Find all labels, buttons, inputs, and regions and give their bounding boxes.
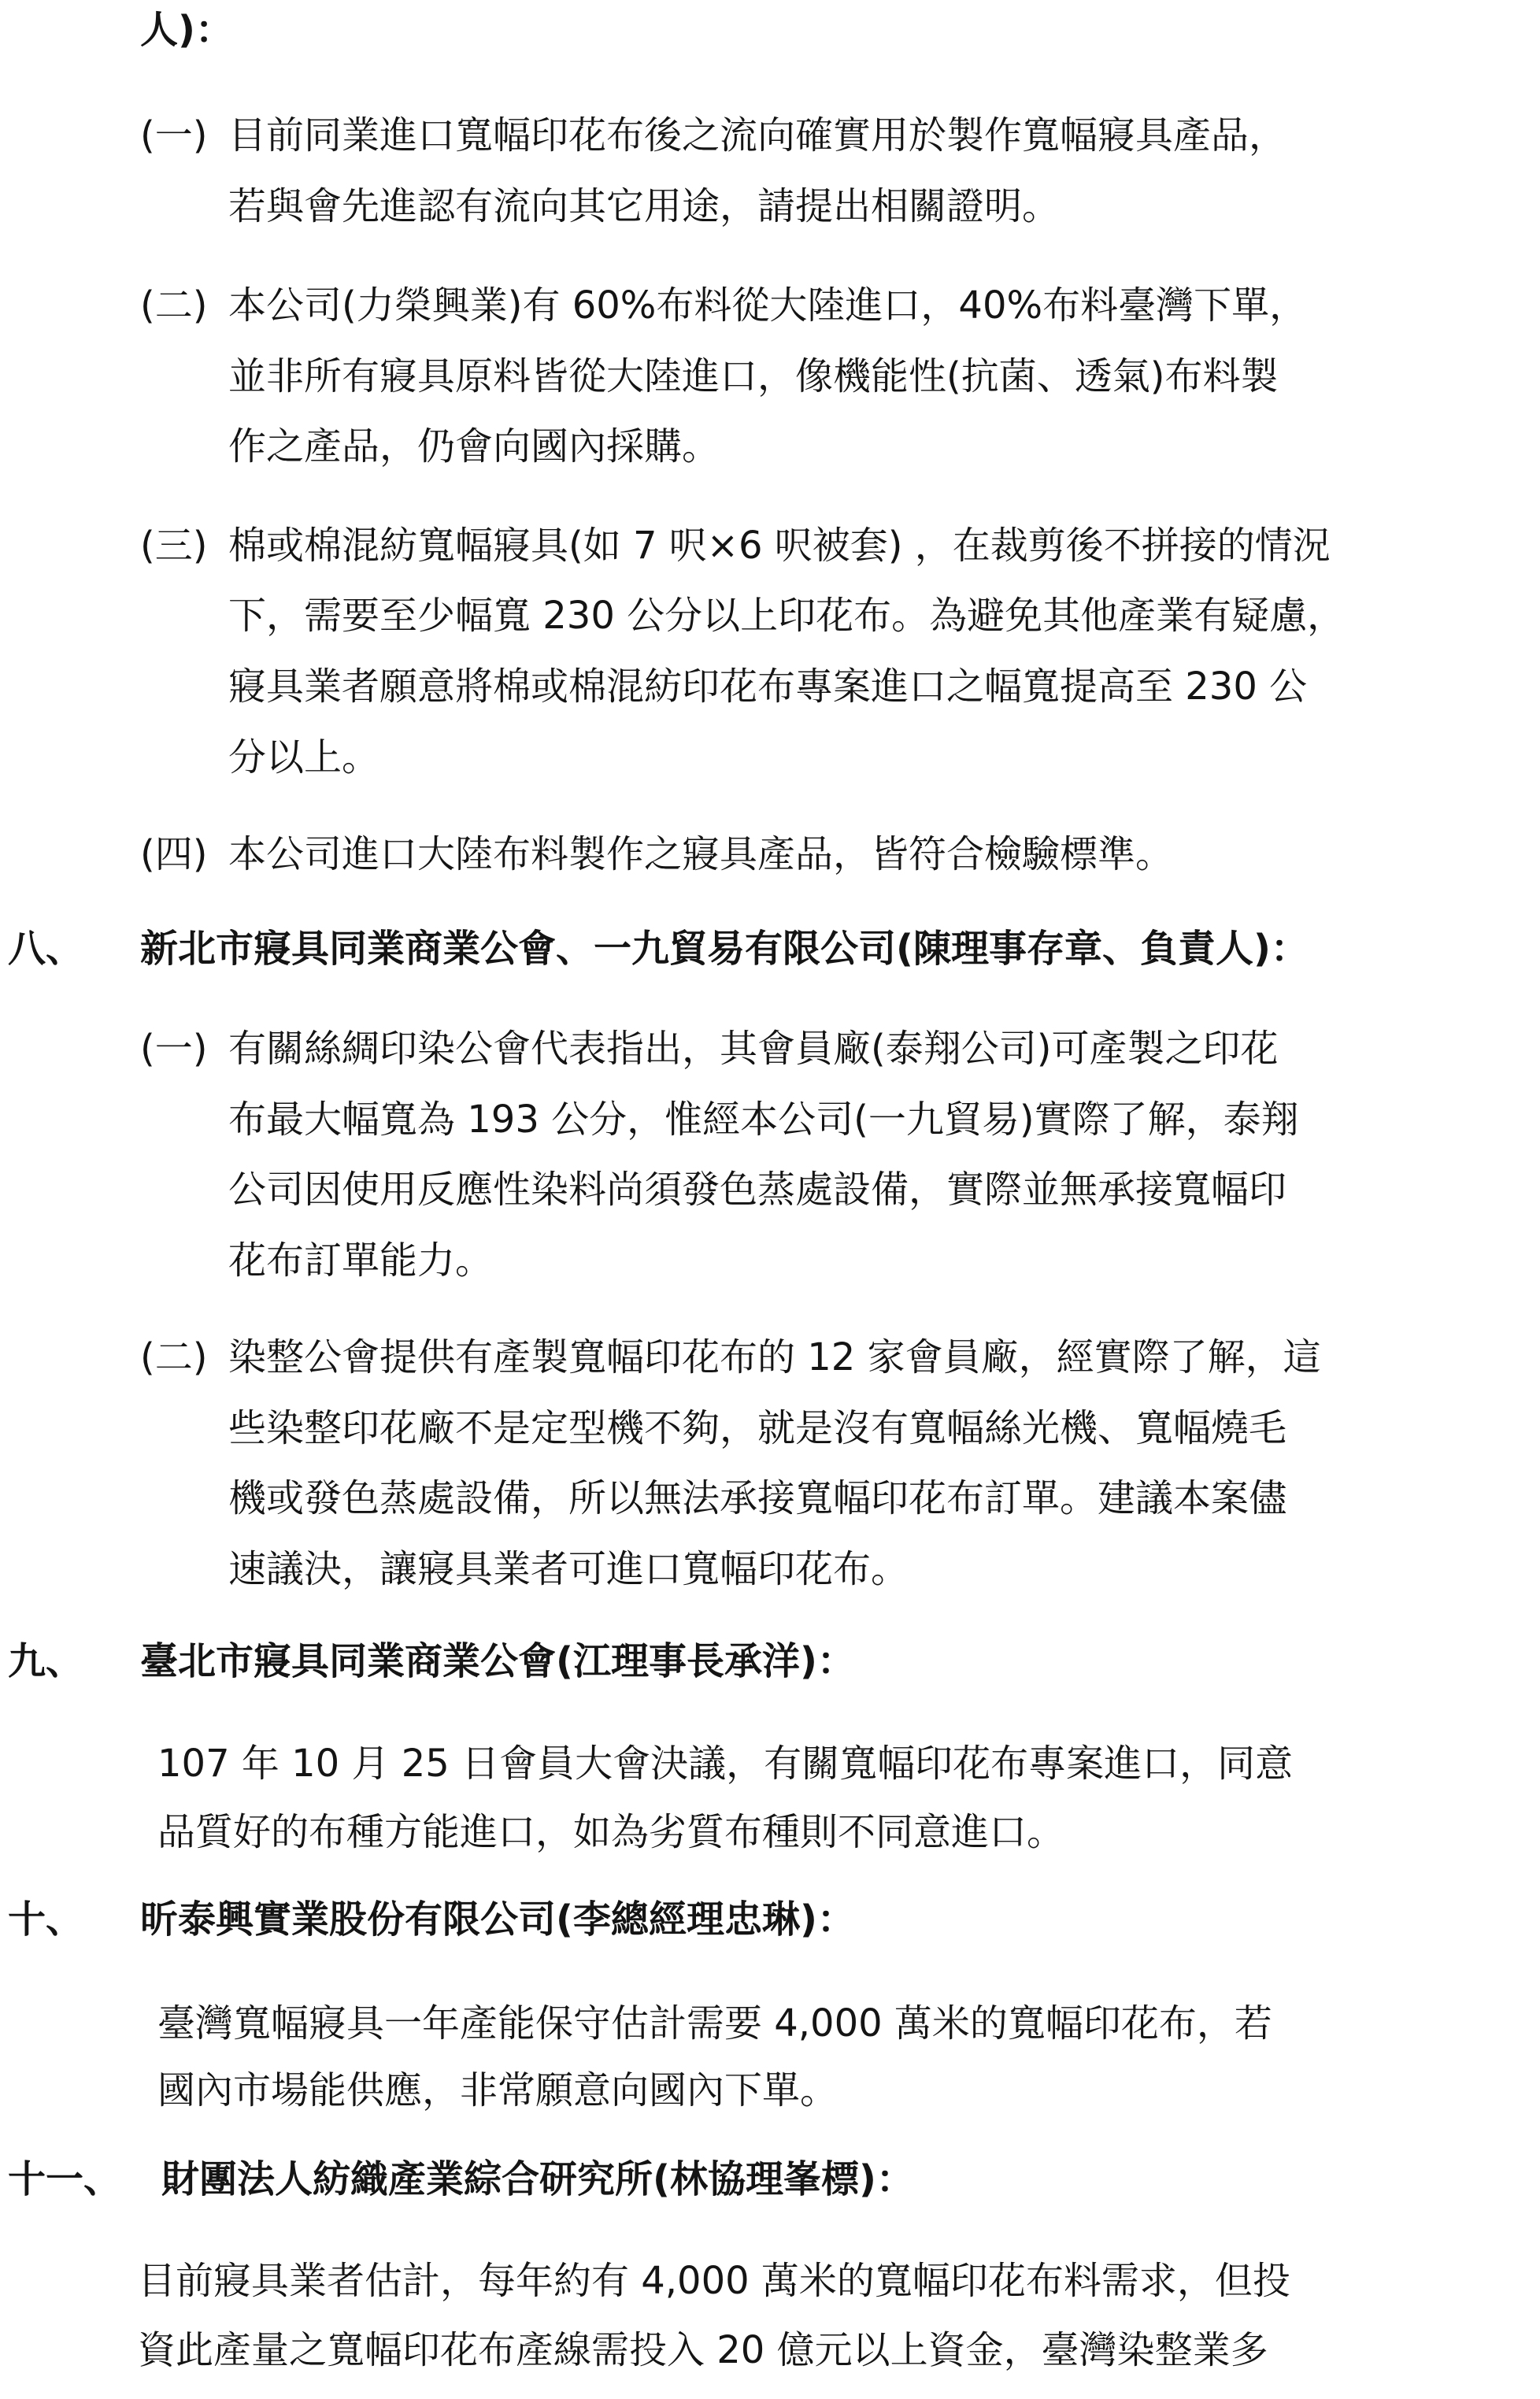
item-text-line: 作之產品，仍會向國內採購。 bbox=[228, 424, 720, 468]
item-text-line: 目前同業進口寬幅印花布後之流向確實用於製作寬幅寢具產品， bbox=[228, 113, 1287, 157]
item-text-line: 公司因使用反應性染料尚須發色蒸處設備，實際並無承接寬幅印 bbox=[228, 1168, 1287, 1212]
item-marker: (三) bbox=[140, 524, 208, 568]
item-text-line: 速議決，讓寢具業者可進口寬幅印花布。 bbox=[228, 1547, 909, 1591]
item-marker: (一) bbox=[140, 1027, 208, 1071]
paragraph-line: 107 年 10 月 25 日會員大會決議，有關寬幅印花布專案進口，同意 bbox=[157, 1742, 1294, 1786]
item-text-line: 有關絲綢印染公會代表指出，其會員廠(泰翔公司)可產製之印花 bbox=[228, 1027, 1279, 1071]
paragraph-line: 目前寢具業者估計，每年約有 4,000 萬米的寬幅印花布料需求，但投 bbox=[138, 2259, 1290, 2303]
paragraph-line: 資此產量之寬幅印花布產線需投入 20 億元以上資金，臺灣染整業多 bbox=[138, 2328, 1268, 2372]
section-number: 十一、 bbox=[8, 2157, 122, 2201]
item-text-line: 並非所有寢具原料皆從大陸進口，像機能性(抗菌、透氣)布料製 bbox=[228, 354, 1279, 398]
item-text-line: 染整公會提供有產製寬幅印花布的 12 家會員廠，經實際了解，這 bbox=[228, 1335, 1321, 1379]
paragraph-line: 臺灣寬幅寢具一年產能保守估計需要 4,000 萬米的寬幅印花布，若 bbox=[157, 2001, 1272, 2045]
section-number: 九、 bbox=[8, 1639, 84, 1683]
item-text-line: 機或發色蒸處設備，所以無法承接寬幅印花布訂單。建議本案儘 bbox=[228, 1476, 1287, 1520]
section-title: 新北市寢具同業商業公會、一九貿易有限公司(陳理事存章、負責人)： bbox=[140, 927, 1309, 971]
item-text-line: 花布訂單能力。 bbox=[228, 1238, 494, 1283]
item-marker: (二) bbox=[140, 283, 208, 328]
section-title: 臺北市寢具同業商業公會(江理事長承洋)： bbox=[140, 1639, 855, 1683]
item-marker: (一) bbox=[140, 113, 208, 157]
item-text-line: 布最大幅寬為 193 公分，惟經本公司(一九貿易)實際了解，泰翔 bbox=[228, 1098, 1299, 1142]
item-marker: (二) bbox=[140, 1335, 208, 1379]
section-title: 財團法人紡織產業綜合研究所(林協理峯標)： bbox=[161, 2157, 914, 2201]
item-text-line: 棉或棉混紡寬幅寢具(如 7 呎×6 呎被套) ，在裁剪後不拼接的情況 bbox=[228, 524, 1331, 568]
paragraph-line: 品質好的布種方能進口，如為劣質布種則不同意進口。 bbox=[157, 1810, 1065, 1854]
item-marker: (四) bbox=[140, 832, 208, 876]
opening-fragment: 人)： bbox=[140, 8, 233, 52]
item-text-line: 若與會先進認有流向其它用途，請提出相關證明。 bbox=[228, 184, 1061, 228]
section-number: 十、 bbox=[8, 1897, 84, 1942]
item-text-line: 本公司進口大陸布料製作之寢具產品，皆符合檢驗標準。 bbox=[228, 832, 1174, 876]
item-text-line: 本公司(力榮興業)有 60%布料從大陸進口，40%布料臺灣下單， bbox=[228, 283, 1308, 328]
item-text-line: 下，需要至少幅寬 230 公分以上印花布。為避免其他產業有疑慮， bbox=[228, 594, 1346, 638]
item-text-line: 些染整印花廠不是定型機不夠，就是沒有寬幅絲光機、寬幅燒毛 bbox=[228, 1406, 1287, 1450]
paragraph-line: 國內市場能供應，非常願意向國內下單。 bbox=[157, 2068, 838, 2112]
item-text-line: 分以上。 bbox=[228, 735, 380, 779]
section-title: 昕泰興實業股份有限公司(李總經理忠琳)： bbox=[140, 1897, 855, 1942]
item-text-line: 寢具業者願意將棉或棉混紡印花布專案進口之幅寬提高至 230 公 bbox=[228, 665, 1308, 709]
section-number: 八、 bbox=[8, 927, 84, 971]
